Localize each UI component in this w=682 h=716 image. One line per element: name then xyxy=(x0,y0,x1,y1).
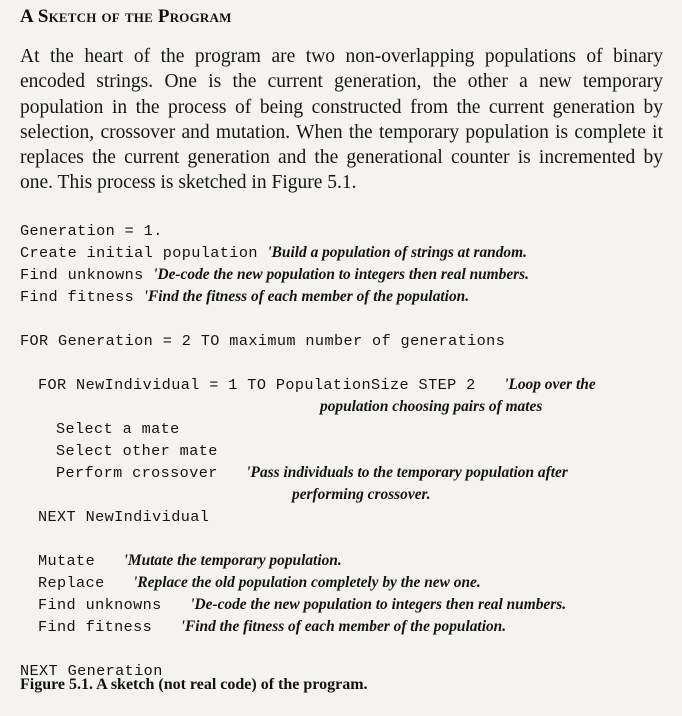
code-statement: Find fitness xyxy=(20,288,144,306)
code-blank-line xyxy=(20,528,670,550)
figure-caption: Figure 5.1. A sketch (not real code) of the program. xyxy=(20,676,368,693)
code-figure xyxy=(20,220,670,682)
code-statement: Create initial population xyxy=(20,244,268,262)
code-line xyxy=(20,594,670,616)
code-comment: 'Loop over the xyxy=(504,376,596,393)
code-comment-continuation xyxy=(20,484,670,506)
code-comment: 'De-code the new population to integers then real numbers. xyxy=(190,596,567,613)
code-line xyxy=(20,374,670,396)
code-statement: FOR NewIndividual = 1 TO PopulationSize STEP 2 xyxy=(38,376,505,394)
code-statement: Find unknowns xyxy=(20,266,154,284)
code-blank-line xyxy=(20,638,670,660)
code-line xyxy=(20,506,670,528)
code-comment: population choosing pairs of mates xyxy=(320,398,543,415)
code-blank-line xyxy=(20,352,670,374)
code-line xyxy=(20,220,670,242)
code-statement: Perform crossover xyxy=(56,464,247,482)
code-statement: NEXT NewIndividual xyxy=(38,508,210,526)
code-comment: 'Find the fitness of each member of the population. xyxy=(180,618,507,635)
code-comment: performing crossover. xyxy=(292,486,431,503)
code-line xyxy=(20,242,670,264)
code-statement: FOR Generation = 2 TO maximum number of generations xyxy=(20,332,506,350)
code-line xyxy=(20,616,670,638)
code-line xyxy=(20,286,670,308)
code-comment: 'Pass individuals to the temporary population after xyxy=(246,464,568,481)
code-comment: 'Mutate the temporary population. xyxy=(123,552,342,569)
code-statement: NEXT Generation xyxy=(20,662,163,680)
code-line xyxy=(20,418,670,440)
code-line xyxy=(20,264,670,286)
code-statement: Replace xyxy=(38,574,134,592)
body-paragraph: At the heart of the program are two non-overlapping populations of binary encoded strings. One is the current generation, the other a new temporary population in the process of being constructed from the current generation by selection, crossover and mutation. When the temporary population is complete it replaces the current generation and the generational counter is incremented by one. This process is sketched in Figure 5.1. xyxy=(20,46,663,194)
code-line xyxy=(20,550,670,572)
code-statement: Mutate xyxy=(38,552,124,570)
code-line xyxy=(20,462,670,484)
code-line xyxy=(20,330,670,352)
code-statement: Find unknowns xyxy=(38,596,191,614)
code-statement: Find fitness xyxy=(38,618,181,636)
code-line xyxy=(20,440,670,462)
code-comment: 'Build a population of strings at random. xyxy=(267,244,527,261)
code-comment: 'Replace the old population completely by the new one. xyxy=(133,574,481,591)
code-statement: Select other mate xyxy=(56,442,218,460)
code-comment-continuation xyxy=(20,396,670,418)
code-statement: Select a mate xyxy=(56,420,180,438)
code-comment: 'De-code the new population to integers then real numbers. xyxy=(153,266,530,283)
code-statement: Generation = 1. xyxy=(20,222,163,240)
code-blank-line xyxy=(20,308,670,330)
code-line xyxy=(20,572,670,594)
page-title: A Sketch of the Program xyxy=(20,6,232,27)
code-comment: 'Find the fitness of each member of the population. xyxy=(143,288,470,305)
